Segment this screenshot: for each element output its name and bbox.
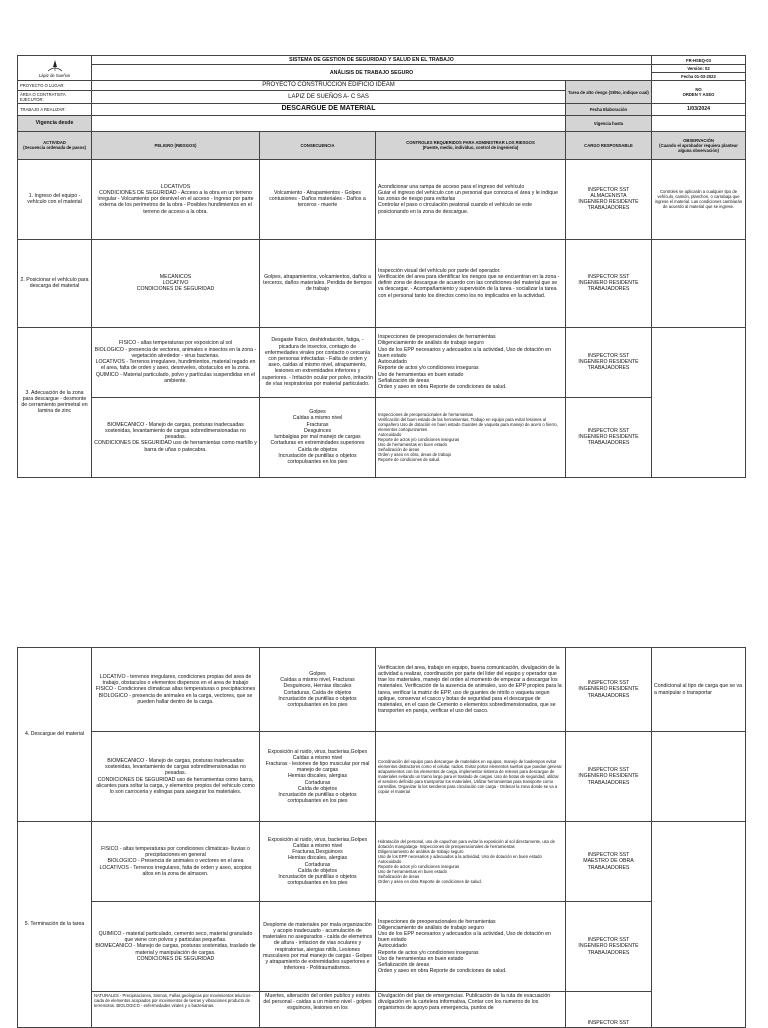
col-activity: ACTIVIDAD (Secuencia ordenada de pasos) bbox=[18, 131, 92, 159]
ats-header-table bbox=[17, 55, 746, 478]
consequence-cell: Volcamiento - Atrapamientos - Golpes contusiones - Daños materiales - Daños a terceros - muerte bbox=[260, 159, 376, 239]
doc-code: FR-HSEQ-03 bbox=[652, 56, 746, 65]
high-risk-label: Tarea de alto riesgo (SI/No, indique cual) bbox=[566, 81, 652, 104]
controls-cell: Coordinación del equipo para descargue de materiales en equipos, manejo de loadempos evitar elementos distractores como el celular, radios. Evitar portar elementos sueltos que puedan generar atrapamientos con los elementos de carga, implementar sistema de relevos para descargue de materiales evitando un tramo largo para el traslado de cargas. Uso de botas de seguridad, utilizar el sendero definido para transportar los materiales, Utilizar herramientas para transporte como carretillas, Organizar la los senderos para circulación con carga - Ordenar la zona donde se va a copiar el material bbox=[376, 732, 566, 822]
responsible-cell: INSPECTOR SST INGENIERO RESIDENTE TRABAJADORES bbox=[566, 732, 652, 822]
controls-cell: Inspecciones de preoperacionales de herramientas Diligenciamiento de análisis de trabajo seguro Uso de los EPP necesarios y adecuados a la actividad, Uso de dotación en buen estado Autocuidado Reporte de actos y/o condiciones inseguras Uso de herramientas en buen estado Señalización de áreas Orden y aseo en obra Reporte de condiciones de salud. bbox=[376, 902, 566, 992]
task-label: TRABAJO A REALIZAR: bbox=[18, 104, 92, 116]
hazard-cell: NATURALES - Precipitaciones, Sismos, Fallas geologicas por movimientos teluricos - caida de elementos acopiados por movimientos de tierras y vibraciones producto de terremotos. BIOLOGICO - enfermedades virales y o bacterianas. bbox=[92, 992, 260, 1028]
ats-continuation-table bbox=[17, 647, 746, 1028]
responsible-cell: INSPECTOR SST ALMACENISTA INGENIERO RESIDENTE TRABAJADORES bbox=[566, 159, 652, 239]
controls-cell: Divulgación del plan de emergencias. Publicación de la ruta de evacuación divulgación en la cartelera informativa, Contar con los numeros de los organismos de apoyo para emergencia, puntos de bbox=[376, 992, 566, 1028]
hazard-cell: BIOMECANICO - Manejo de cargas, posturas inadecuadas sostenidas, levantamiento de cargas sobredimensionadas no pesadas. CONDICIONES DE SEGURIDAD uso de herramientas como martillo y barra de uñas o patecabra. bbox=[92, 397, 260, 477]
responsible-cell: INSPECTOR SST INGENIERO RESIDENTE TRABAJADORES bbox=[566, 239, 652, 327]
doc-title: ANÁLISIS DE TRABAJO SEGURO bbox=[92, 65, 652, 81]
observation-cell bbox=[652, 239, 746, 327]
col-consequence: CONSECUENCIA bbox=[260, 131, 376, 159]
high-risk-value: NO ORDEN Y ASEO bbox=[652, 81, 746, 104]
contractor-label: ÁREA O CONTRATISTA EJECUTOR: bbox=[18, 91, 92, 104]
controls-cell: Acondicionar una rampa de acceso para el ingreso del vehículo Guiar el ingreso del vehículo con un personal que conozca el área y le indique las zonas de riesgo para evitarlas Controlar el paso o circulación peatonal cuando el vehículo se este posicionando en la zona de descargue. bbox=[376, 159, 566, 239]
table-row bbox=[18, 159, 746, 239]
valid-to-value bbox=[652, 115, 746, 131]
hazard-cell: BIOMECANICO - Manejo de cargas, posturas inadecuadas sostenidas, levantamiento de cargas sobredimensionadas no pesadas. CONDICIONES DE SEGURIDAD uso de herramientas como barra, alicantes para soltar la carga, y elementos propios del vehiculo como lo son carroceria y eslingas para asegurar los materiales. bbox=[92, 732, 260, 822]
observation-cell bbox=[652, 732, 746, 822]
hazard-cell: LOCATIVOS CONDICIONES DE SEGURIDAD - Acceso a la obra en un terreno irregular - Volcamiento por desnivel en el acceso - Ingreso por parte externa de los perímetros de la obra - Posibles hundimientos en el terreno de acceso a la obra. bbox=[92, 159, 260, 239]
consequence-cell: Golpes, atrapamientos, volcamientos, daños a terceros, daños materiales. Perdida de tiempos de trabajo bbox=[260, 239, 376, 327]
valid-from-value bbox=[92, 115, 566, 131]
activity-cell: 1. Ingreso del equipo - vehículo con el material bbox=[18, 159, 92, 239]
hazard-cell: LOCATIVO - terrenos irregulares, condiciones propias del area de trabajo, obstaculos o elementos dispersos en el area de trabajo FISICO - Condiciones climaticas altas temperaturas o precipitaciones BIOLOGICO - presencia de animales en la carga, vectores, que se pueden hallar dentro de la carga. bbox=[92, 648, 260, 732]
observation-cell: Controles se aplicarán a cualquier tipo de vehículo, camión, planchon, o carrabaja que ingrese el material. Las condiciones cambiarán de acuerdo al material que se ingrese. bbox=[652, 159, 746, 239]
consequence-cell: Exposición al ruido, virus, bacterias,Golpes Caídas a mismo nivel Fracturas,Desguinces Hernias discales, alergias Cortaduras Caída de objetos Incrustación de puntillas o objetos cortopulsantes en los pies bbox=[260, 822, 376, 902]
project-label: PROYECTO O LUGAR: bbox=[18, 81, 92, 91]
controls-cell: Inspecciones de preoperacionales de herramientas Diligenciamiento de análisis de trabajo seguro Uso de los EPP necesarios y adecuados a la actividad, Uso de dotación en buen estado Autocuidado Reporte de actos y/o condiciones inseguras Uso de herramientas en buen estado Señalización de áreas Orden y aseo en obra Reporte de condiciones de salud. bbox=[376, 327, 566, 397]
hazard-cell: FISICO - altas temperaturas por condiciones climaticas- lluvias o precipitaciones en general BIOLOGICO - Presencia de animales o vectores en el area LOCATIVOS - Terrenos irregulares, falta de orden y aseo, acopios altos en la zona de almacen. bbox=[92, 822, 260, 902]
col-controls: CONTROLES REQUERIDOS PARA ADMINISTRAR LOS RIESGOS (Fuente, medio, individuo, control de ingeniería) bbox=[376, 131, 566, 159]
controls-cell: Inspecciones de preoperacionales de herramientas Verificación del buen estado de las herramientas, Trabajo en equipo para evitar lesiones al compañero Uso de dotación en buen estado Guantes de vaqueta para manejo de acero o hierro, elementos cortopunzantes Autocuidado Reporte de actos y/o condiciones inseguras Uso de herramientas en buen estado Señalización de áreas Orden y aseo en obra, áreas de trabajo Reporte de condiciones de salud. bbox=[376, 397, 566, 477]
col-hazard: PELIGRO (RIESGOS) bbox=[92, 131, 260, 159]
system-title: SISTEMA DE GESTION DE SEGURIDAD Y SALUD EN EL TRABAJO bbox=[92, 56, 652, 65]
table-row bbox=[18, 822, 746, 902]
activity-cell: 5. Terminación de la tarea bbox=[18, 822, 92, 1028]
responsible-cell: INSPECTOR SST INGENIERO RESIDENTE TRABAJADORES bbox=[566, 327, 652, 397]
contractor-value: LAPIZ DE SUEÑOS A- C SAS bbox=[92, 91, 566, 104]
responsible-cell: INSPECTOR SST INGENIERO RESIDENTE TRABAJADORES bbox=[566, 648, 652, 732]
logo-icon bbox=[44, 59, 66, 73]
valid-to-label: Vigencia hasta bbox=[566, 115, 652, 131]
observation-cell: Condicional al tipo de carga que se va a manipular o transportar bbox=[652, 648, 746, 732]
table-row bbox=[18, 992, 746, 1028]
doc-date: Fecha 01-03-2022 bbox=[652, 73, 746, 81]
consequence-cell: Exposición al ruido, virus, bacterias,Golpes Caídas a mismo nivel Fracturas - lesiones de tipo muscular por mal manejo de cargas Hernias discales, alergias Cortaduras Caída de objetos Incrustación de puntillas o objetos cortopulsantes en los pies bbox=[260, 732, 376, 822]
hazard-cell: FISICO - altas temperaturas por exposicion al sol BIOLOGICO - presencia de vectores, animales e insectos en la zona - vegetación alrededor - virus bacterias. LOCATIVOS - Terrenos irregulares, hundimientos, material regado en el area, falta de orden y aseo, desniveles, obstaculos en la zona. QUIMICO - Material particulado, polvo y partículas suspendidas en el ambiente. bbox=[92, 327, 260, 397]
col-observation: OBSERVACIÓN (Cuando el aprobador requiera plantear alguna observación) bbox=[652, 131, 746, 159]
responsible-cell: INSPECTOR SST MAESTRO DE OBRA TRABAJADORES bbox=[566, 822, 652, 902]
table-row bbox=[18, 397, 746, 477]
activity-cell: 4. Descargue del material bbox=[18, 648, 92, 822]
activity-cell: 2. Posicionar el vehículo para descarga del material bbox=[18, 239, 92, 327]
activity-cell: 3. Adecuación de la zona para descargue - desmonte de cerramiento perimetral en lamina de zinc bbox=[18, 327, 92, 477]
elab-label: Fecha Elaboración bbox=[566, 104, 652, 116]
consequence-cell: Desplome de materiales por mala organización y acopio inadecuado - acumulación de materiales no asegurados - caída de elemetnos de altura - irritacion de vias oculares y respiratorias, alergias nitils, Lesiones musculares por mal manejo de cargas - Golpes y atrapamiento de extremidades superiores e inferiores - Politraumatismos. bbox=[260, 902, 376, 992]
hazard-cell: MECANICOS LOCATIVO CONDICIONES DE SEGURIDAD bbox=[92, 239, 260, 327]
responsible-cell: INSPECTOR SST bbox=[566, 992, 652, 1028]
logo-text: Lápiz de Sueños bbox=[38, 72, 71, 78]
responsible-cell: INSPECTOR SST INGENIERO RESIDENTE TRABAJADORES bbox=[566, 397, 652, 477]
table-row bbox=[18, 327, 746, 397]
observation-cell bbox=[652, 327, 746, 477]
consequence-cell: Desgaste físico, deshidratación, fatiga, - picadura de insectos, contagio de enfermedades virales por contacto o cercanía con personas infectadas - Falta de orden y aseo, caídas al mismo nivel, atrapamiento, lesiones en extremidades inferiores y superiores. - Irritación ocular por polvo, irritación de vías respiratorias por material particulado. bbox=[260, 327, 376, 397]
consequence-cell: Golpes Caídas a mismo nivel, Fracturas Desguinces, Hernias discales Cortaduras, Caída de objetos Incrustación de puntillas o objetos cortopulsantes en los pies bbox=[260, 648, 376, 732]
responsible-cell: INSPECTOR SST INGENIERO RESIDENTE TRABAJADORES bbox=[566, 902, 652, 992]
controls-cell: Inspección visual del vehículo por parte del operador. Verificación del area para identificar los riesgos que se encuentran en la zona - definir zona de descargue de acuerdo con las condiciones del material que se va descargar. - Acompañamiento y supervisión de la tarea - socializar la tarea con el personal tanto los directos como los no implicados en la actividad. bbox=[376, 239, 566, 327]
controls-cell: Verificacion del area, trabajo en equipo, buena comunicación, divulgación de la actividad a realizar, coordinación por parte del lider del equipo y operador que trae los materiales, manejo del orden al momento de empezar a descargar los materiales. Verificación de la ausencia de animales, uso de EPP propios para la tarea, verificar la matriz de EPP, uso de guantes de nitrilo o vaqueta segun aplique, conservar el casco y botas de seguridad para el descargue de materiales, en el caso de Cemento o elementos sobredimensionados, que se transporten en pareja, verificar el uso del casco. bbox=[376, 648, 566, 732]
project-value: PROYECTO CONSTRUCCIÓN EDIFICIO IDEAM bbox=[92, 81, 566, 91]
table-row bbox=[18, 239, 746, 327]
doc-version: Versión: 02 bbox=[652, 65, 746, 73]
task-value: DESCARGUE DE MATERIAL bbox=[92, 104, 566, 116]
logo-cell bbox=[18, 56, 92, 81]
consequence-cell: Muertes, alteración del orden publico y estrés del personal - caidas a un mismo nivel - golpes esguinces, lesiones en los bbox=[260, 992, 376, 1028]
hazard-cell: QUIMICO - material particulado, cemento seco, material granulado que viene con polvos y particulas pequeñas. BIOMECANICO - Manejo de cargas, posturas sostenidas, traslado de material y manipulación de cargas. CONDICIONES DE SEGURIDAD bbox=[92, 902, 260, 992]
table-row bbox=[18, 732, 746, 822]
observation-cell bbox=[652, 822, 746, 1028]
table-row bbox=[18, 648, 746, 732]
controls-cell: Hidratación del personal, uso de capuchon para evitar la exposición al sol directamente, uso de dotación mangalarga- Inspecciones de preoperacionales de herramientas Diligenciamiento de análisis de trabajo seguro Uso de los EPP necesarios y adecuados a la actividad, Uso de dotación en buen estado Autocuidado Reporte de actos y/o condiciones inseguras Uso de herramientas en buen estado Señalización de áreas Orden y aseo en obra Reporte de condiciones de salud. bbox=[376, 822, 566, 902]
valid-from-label: Vigencia desde bbox=[18, 115, 92, 131]
consequence-cell: Golpes Caídas a mismo nivel Fracturas Desguinces lumbalgias por mal manejo de cargas Cortaduras en extremindades superiores Caída de objetos Incrustación de puntillas o objetos cortopulsantes en los pies bbox=[260, 397, 376, 477]
col-responsible: CARGO RESPONSABLE bbox=[566, 131, 652, 159]
table-row bbox=[18, 902, 746, 992]
elab-value: 1/03/2024 bbox=[652, 104, 746, 116]
